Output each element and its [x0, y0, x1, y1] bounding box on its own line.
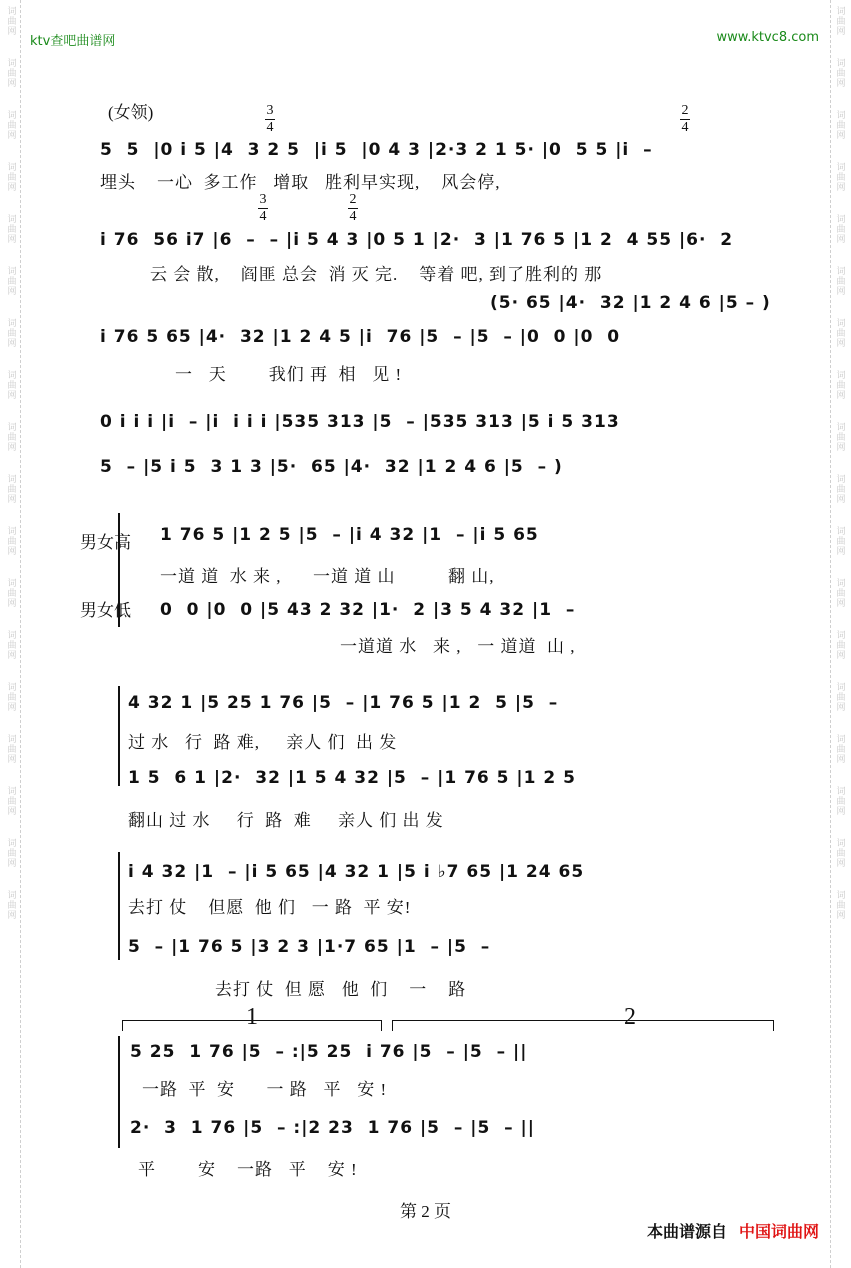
low-notation-8: 2· 3 1 76 |5 – :|2 23 1 76 |5 – |5 – || [130, 1118, 535, 1138]
site-name-left[interactable]: ktv查吧曲谱网 [30, 34, 116, 49]
high-notation-6: 4 32 1 |5 25 1 76 |5 – |1 76 5 |1 2 5 |5 – [128, 693, 559, 713]
low-lyrics-8: 平 安 一路 平 安 ! [138, 1160, 358, 1179]
lead-label: (女领) [108, 103, 154, 122]
notation-row-3: i 76 5 65 |4· 32 |1 2 4 5 |i 76 |5 – |5 – |0 0 |0 0 [100, 327, 621, 347]
second-ending-bracket [392, 1020, 774, 1031]
time-signature-3-4: 3 4 [259, 192, 267, 224]
high-notation-5: 1 76 5 |1 2 5 |5 – |i 4 32 |1 – |i 5 65 [160, 525, 539, 545]
high-lyrics-8: 一路 平 安 一 路 平 安 ! [142, 1080, 388, 1099]
intro-notation: (5· 65 |4· 32 |1 2 4 6 |5 – ) [490, 293, 771, 313]
low-notation-7: 5 – |1 76 5 |3 2 3 |1·7 65 |1 – |5 – [128, 937, 491, 957]
second-ending-number: 2 [624, 1004, 636, 1030]
first-ending-number: 1 [246, 1004, 258, 1030]
notation-row-1: 5 5 |0 i 5 |4 3 2 5 |i 5 |0 4 3 |2·3 2 1 5· |0 5 5 |i – [100, 140, 653, 160]
lyric-row-1: 埋头 一心 多工作 增取 胜利早实现, 风会停, [100, 173, 501, 192]
source-credit [647, 1219, 819, 1242]
low-lyrics-5: 一道道 水 来 , 一 道道 山 , [340, 637, 576, 656]
source-site-link[interactable]: 中国词曲网 [738, 1222, 819, 1241]
interlude-row-2: 5 – |5 i 5 3 1 3 |5· 65 |4· 32 |1 2 4 6 |5 – ) [100, 457, 563, 477]
time-signature-3-4: 3 4 [266, 103, 274, 135]
time-signature-2-4: 2 4 [349, 192, 357, 224]
notation-row-2: i 76 56 i7 |6 – – |i 5 4 3 |0 5 1 |2· 3 |1 76 5 |1 2 4 55 |6· 2 [100, 230, 734, 250]
low-lyrics-7: 去打 仗 但 愿 他 们 一 路 [215, 980, 467, 999]
right-margin-watermark: 词曲网 词曲网 词曲网 词曲网 词曲网 词曲网 词曲网 词曲网 词曲网 词曲网 词曲网 词曲网 词曲网 词曲网 词曲网 词曲网 词曲网 词曲网 [830, 0, 849, 1268]
interlude-row-1: 0 i i i |i – |i i i i |535 313 |5 – |535 313 |5 i 5 313 [100, 412, 620, 432]
time-signature-2-4: 2 4 [681, 103, 689, 135]
lyric-row-3: 一 天 我们 再 相 见 ! [175, 365, 403, 384]
high-lyrics-7: 去打 仗 但愿 他 们 一 路 平 安! [128, 898, 412, 917]
left-margin-watermark: 词曲网 词曲网 词曲网 词曲网 词曲网 词曲网 词曲网 词曲网 词曲网 词曲网 词曲网 词曲网 词曲网 词曲网 词曲网 词曲网 词曲网 词曲网 [2, 0, 21, 1268]
system-brace [118, 852, 126, 960]
site-url-right[interactable]: www.ktvc8.com [716, 30, 819, 45]
source-label: 本曲谱源自 [646, 1222, 727, 1241]
system-brace [118, 686, 126, 786]
page-number: 第 2 页 [400, 1202, 451, 1221]
high-notation-8: 5 25 1 76 |5 – :|5 25 i 76 |5 – |5 – || [130, 1042, 528, 1062]
low-lyrics-6: 翻山 过 水 行 路 难 亲人 们 出 发 [128, 811, 444, 830]
voice-label-high: 男女高 [80, 533, 131, 552]
low-notation-5: 0 0 |0 0 |5 43 2 32 |1· 2 |3 5 4 32 |1 – [160, 600, 576, 620]
low-notation-6: 1 5 6 1 |2· 32 |1 5 4 32 |5 – |1 76 5 |1 2 5 [128, 768, 576, 788]
voice-label-low: 男女低 [80, 601, 131, 620]
system-brace [118, 1036, 126, 1148]
high-notation-7: i 4 32 |1 – |i 5 65 |4 32 1 |5 i ♭7 65 |1 24 65 [128, 862, 585, 882]
high-lyrics-5: 一道 道 水 来 , 一道 道 山 翻 山, [160, 567, 495, 586]
lyric-row-2: 云 会 散, 阎匪 总会 消 灭 完. 等着 吧, 到了胜利的 那 [150, 265, 603, 284]
high-lyrics-6: 过 水 行 路 难, 亲人 们 出 发 [128, 733, 398, 752]
